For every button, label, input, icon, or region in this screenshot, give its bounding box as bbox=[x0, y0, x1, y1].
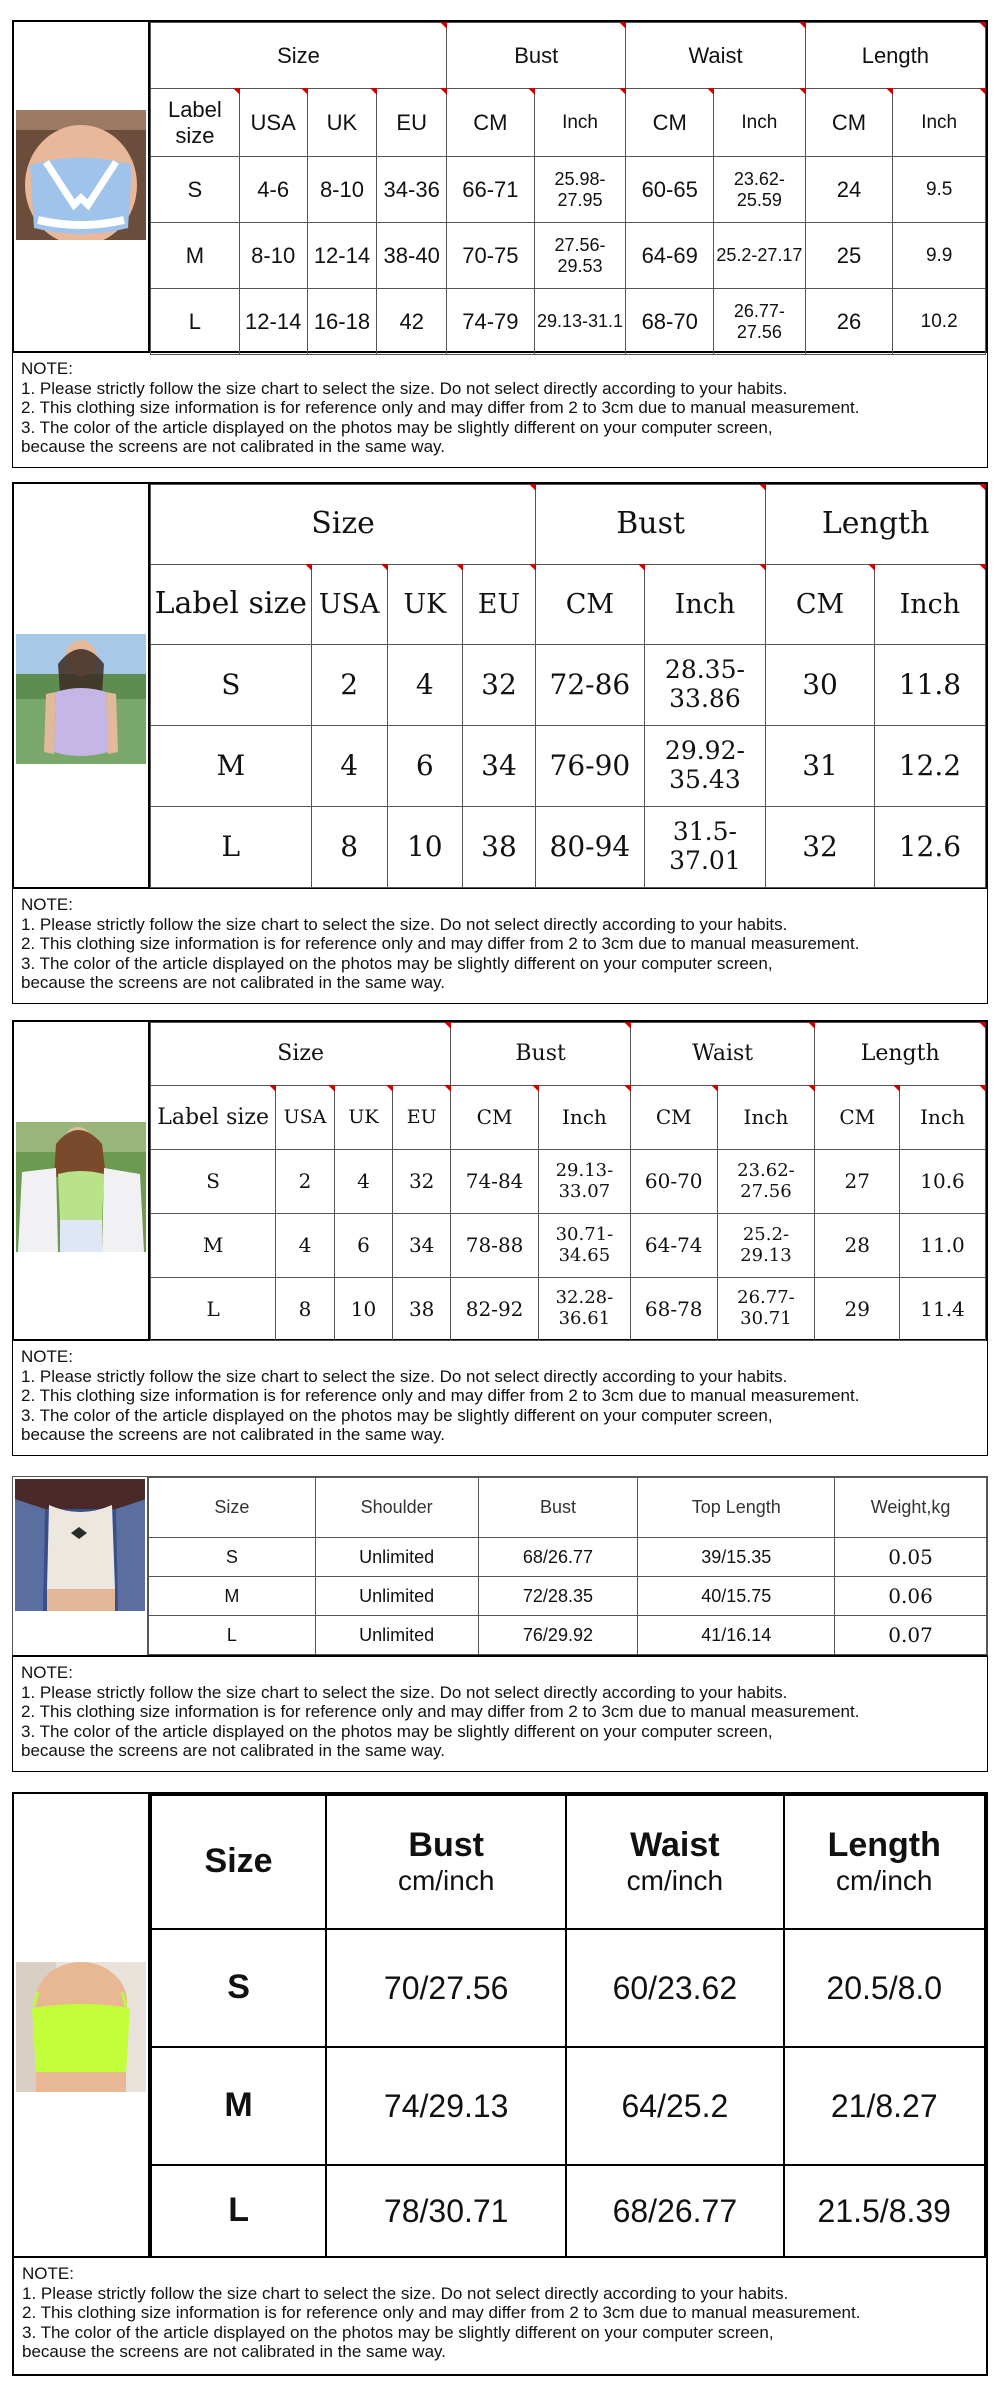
note-title: NOTE: bbox=[21, 895, 73, 914]
table-cell: 6 bbox=[387, 726, 462, 807]
note-line: 1. Please strictly follow the size chart to select the size. Do not select directly according to your habits. bbox=[22, 2283, 789, 2303]
table-row bbox=[149, 1577, 987, 1616]
note-line: 2. This clothing size information is for reference only and may differ from 2 to 3cm due to manual measurement. bbox=[21, 1702, 860, 1722]
table-cell: 10.2 bbox=[893, 289, 986, 355]
table-cell: L bbox=[151, 807, 312, 888]
table-cell: 29 bbox=[815, 1278, 900, 1341]
table-cell: 4 bbox=[276, 1214, 335, 1278]
table-cell: 0.06 bbox=[835, 1577, 987, 1616]
note-line: 3. The color of the article displayed on the photos may be slightly different on your computer screen, bbox=[21, 1405, 773, 1425]
table-cell: 26.77-27.56 bbox=[714, 289, 806, 355]
green-cami-image bbox=[16, 1122, 146, 1252]
col-header bbox=[784, 1795, 986, 1929]
col-header: CM bbox=[447, 89, 535, 157]
note-line: because the screens are not calibrated in the same way. bbox=[21, 437, 445, 457]
col-header: Inch bbox=[714, 89, 806, 157]
table-cell: S bbox=[151, 1150, 276, 1214]
table-cell: 74-79 bbox=[447, 289, 535, 355]
col-header: EU bbox=[377, 89, 447, 157]
table-row bbox=[151, 1278, 986, 1341]
group-header: Length bbox=[815, 1023, 986, 1086]
table-cell: 8 bbox=[276, 1278, 335, 1341]
table-row bbox=[151, 1929, 985, 2047]
table-cell: S bbox=[151, 1929, 326, 2047]
table-cell: 24 bbox=[805, 157, 893, 223]
table-row bbox=[151, 2047, 985, 2165]
table-cell: Unlimited bbox=[315, 1577, 478, 1616]
table-cell: S bbox=[151, 645, 312, 726]
chart-1-table bbox=[150, 22, 986, 355]
note-line: 1. Please strictly follow the size chart to select the size. Do not select directly according to your habits. bbox=[21, 1682, 788, 1702]
table-cell: 72/28.35 bbox=[478, 1577, 638, 1616]
table-cell: 60/23.62 bbox=[566, 1929, 783, 2047]
col-header-main: Size bbox=[204, 1842, 273, 1881]
col-header: Inch bbox=[538, 1086, 630, 1150]
size-chart-5 bbox=[12, 1792, 988, 2376]
size-note bbox=[12, 1340, 988, 1456]
product-photo-3 bbox=[14, 1022, 150, 1339]
col-header: CM bbox=[630, 1086, 717, 1150]
table-cell: 38 bbox=[393, 1278, 451, 1341]
table-cell: 2 bbox=[276, 1150, 335, 1214]
table-row bbox=[151, 2165, 985, 2257]
table-cell: 68-78 bbox=[630, 1278, 717, 1341]
group-header: Size bbox=[151, 1023, 451, 1086]
col-header: Inch bbox=[717, 1086, 815, 1150]
table-row bbox=[151, 1150, 986, 1214]
col-header-main: Length bbox=[827, 1826, 941, 1865]
table-cell: 0.05 bbox=[835, 1538, 987, 1577]
table-cell: 78/30.71 bbox=[326, 2165, 566, 2257]
table-cell: 27 bbox=[815, 1150, 900, 1214]
col-header: UK bbox=[334, 1086, 392, 1150]
table-cell: 10.6 bbox=[900, 1150, 986, 1214]
note-title: NOTE: bbox=[21, 1347, 73, 1366]
table-cell: 12-14 bbox=[307, 223, 377, 289]
size-chart-3 bbox=[12, 1020, 988, 1456]
col-header: Top Length bbox=[638, 1478, 835, 1538]
note-line: 2. This clothing size information is for reference only and may differ from 2 to 3cm due to manual measurement. bbox=[21, 398, 860, 418]
product-photo-4 bbox=[13, 1477, 148, 1655]
note-line: 3. The color of the article displayed on the photos may be slightly different on your computer screen, bbox=[21, 953, 773, 973]
table-cell: 4 bbox=[334, 1150, 392, 1214]
col-header: Label size bbox=[151, 565, 312, 645]
table-cell: 8-10 bbox=[239, 223, 307, 289]
table-cell: 68/26.77 bbox=[566, 2165, 783, 2257]
table-cell: 64-74 bbox=[630, 1214, 717, 1278]
note-line: 1. Please strictly follow the size chart to select the size. Do not select directly according to your habits. bbox=[21, 378, 788, 398]
table-cell: 10 bbox=[334, 1278, 392, 1341]
size-note bbox=[12, 2258, 988, 2376]
size-chart-4 bbox=[12, 1476, 988, 1772]
table-cell: 38 bbox=[462, 807, 535, 888]
col-header-unit: cm/inch bbox=[626, 1865, 724, 1897]
note-title: NOTE: bbox=[21, 1663, 73, 1682]
table-cell: 29.13-31.1 bbox=[534, 289, 626, 355]
col-header: Inch bbox=[874, 565, 985, 645]
table-cell: L bbox=[151, 289, 240, 355]
col-header: Inch bbox=[534, 89, 626, 157]
group-header: Bust bbox=[536, 485, 766, 565]
note-title: NOTE: bbox=[21, 359, 73, 378]
table-cell: 29.92-35.43 bbox=[644, 726, 766, 807]
col-header: Inch bbox=[893, 89, 986, 157]
note-line: 2. This clothing size information is for reference only and may differ from 2 to 3cm due to manual measurement. bbox=[22, 2303, 861, 2323]
group-header: Waist bbox=[630, 1023, 814, 1086]
table-cell: 32 bbox=[766, 807, 875, 888]
table-row bbox=[151, 223, 986, 289]
chart-3-table bbox=[150, 1022, 986, 1341]
table-cell: 68/26.77 bbox=[478, 1538, 638, 1577]
group-header: Size bbox=[151, 485, 536, 565]
chart-5-table bbox=[150, 1794, 986, 2258]
col-header: Size bbox=[149, 1478, 316, 1538]
table-cell: 23.62-25.59 bbox=[714, 157, 806, 223]
table-cell: 12-14 bbox=[239, 289, 307, 355]
col-header: UK bbox=[307, 89, 377, 157]
table-cell: 26 bbox=[805, 289, 893, 355]
table-row bbox=[151, 289, 986, 355]
table-cell: 60-70 bbox=[630, 1150, 717, 1214]
size-note bbox=[12, 352, 988, 468]
note-title: NOTE: bbox=[22, 2264, 74, 2283]
table-cell: 25.2-29.13 bbox=[717, 1214, 815, 1278]
table-cell: M bbox=[151, 2047, 326, 2165]
note-line: 1. Please strictly follow the size chart to select the size. Do not select directly according to your habits. bbox=[21, 1366, 788, 1386]
col-header: CM bbox=[815, 1086, 900, 1150]
group-header: Length bbox=[805, 23, 985, 89]
col-header: USA bbox=[276, 1086, 335, 1150]
table-cell: 28.35-33.86 bbox=[644, 645, 766, 726]
col-header: CM bbox=[451, 1086, 539, 1150]
col-header: EU bbox=[462, 565, 535, 645]
table-cell: 32 bbox=[393, 1150, 451, 1214]
col-header: USA bbox=[311, 565, 387, 645]
table-cell: 60-65 bbox=[626, 157, 714, 223]
group-header: Bust bbox=[451, 1023, 631, 1086]
table-cell: 12.2 bbox=[874, 726, 985, 807]
col-header: Shoulder bbox=[315, 1478, 478, 1538]
table-cell: L bbox=[151, 2165, 326, 2257]
table-cell: 64-69 bbox=[626, 223, 714, 289]
table-row bbox=[149, 1616, 987, 1655]
table-cell: 80-94 bbox=[536, 807, 645, 888]
col-header bbox=[151, 1795, 326, 1929]
note-line: because the screens are not calibrated in the same way. bbox=[21, 973, 445, 993]
table-cell: 40/15.75 bbox=[638, 1577, 835, 1616]
table-cell: 29.13-33.07 bbox=[538, 1150, 630, 1214]
table-cell: 76-90 bbox=[536, 726, 645, 807]
col-header: USA bbox=[239, 89, 307, 157]
table-cell: 6 bbox=[334, 1214, 392, 1278]
table-cell: 9.9 bbox=[893, 223, 986, 289]
note-line: because the screens are not calibrated in the same way. bbox=[21, 1425, 445, 1445]
group-header: Bust bbox=[447, 23, 626, 89]
product-photo-5 bbox=[14, 1794, 150, 2256]
col-header-unit: cm/inch bbox=[397, 1865, 495, 1897]
col-header: Label size bbox=[151, 1086, 276, 1150]
table-cell: 66-71 bbox=[447, 157, 535, 223]
table-row bbox=[151, 1214, 986, 1278]
table-cell: 31.5-37.01 bbox=[644, 807, 766, 888]
size-chart-2 bbox=[12, 482, 988, 1004]
table-cell: M bbox=[149, 1577, 316, 1616]
col-header: CM bbox=[766, 565, 875, 645]
table-cell: 39/15.35 bbox=[638, 1538, 835, 1577]
table-row bbox=[151, 645, 986, 726]
table-cell: 4 bbox=[311, 726, 387, 807]
col-header bbox=[326, 1795, 566, 1929]
table-cell: 31 bbox=[766, 726, 875, 807]
col-header: Inch bbox=[900, 1086, 986, 1150]
table-cell: 32 bbox=[462, 645, 535, 726]
table-cell: 64/25.2 bbox=[566, 2047, 783, 2165]
white-tank-image bbox=[15, 1479, 145, 1611]
table-cell: 0.07 bbox=[835, 1616, 987, 1655]
table-cell: 74/29.13 bbox=[326, 2047, 566, 2165]
table-cell: 38-40 bbox=[377, 223, 447, 289]
note-line: 3. The color of the article displayed on the photos may be slightly different on your computer screen, bbox=[21, 417, 773, 437]
chart-2-table bbox=[150, 484, 986, 888]
table-cell: 10 bbox=[387, 807, 462, 888]
table-cell: 72-86 bbox=[536, 645, 645, 726]
table-cell: 70-75 bbox=[447, 223, 535, 289]
table-cell: 30 bbox=[766, 645, 875, 726]
table-cell: M bbox=[151, 726, 312, 807]
col-header: Weight,kg bbox=[835, 1478, 987, 1538]
table-cell: 9.5 bbox=[893, 157, 986, 223]
table-cell: 25.98-27.95 bbox=[534, 157, 626, 223]
col-header-main: Waist bbox=[630, 1826, 720, 1865]
col-header-unit: cm/inch bbox=[836, 1865, 933, 1897]
product-photo-2 bbox=[14, 484, 150, 887]
table-cell: 82-92 bbox=[451, 1278, 539, 1341]
table-row bbox=[151, 157, 986, 223]
table-cell: 25.2-27.17 bbox=[714, 223, 806, 289]
table-cell: 8-10 bbox=[307, 157, 377, 223]
table-cell: 27.56-29.53 bbox=[534, 223, 626, 289]
table-cell: 21/8.27 bbox=[784, 2047, 986, 2165]
table-cell: 25 bbox=[805, 223, 893, 289]
note-line: because the screens are not calibrated in the same way. bbox=[22, 2342, 446, 2362]
note-line: 2. This clothing size information is for reference only and may differ from 2 to 3cm due to manual measurement. bbox=[21, 1386, 860, 1406]
table-cell: 4 bbox=[387, 645, 462, 726]
col-header: Label size bbox=[151, 89, 240, 157]
table-cell: L bbox=[151, 1278, 276, 1341]
note-line: because the screens are not calibrated in the same way. bbox=[21, 1741, 445, 1761]
table-row bbox=[151, 726, 986, 807]
table-cell: 4-6 bbox=[239, 157, 307, 223]
col-header bbox=[566, 1795, 783, 1929]
col-header: Inch bbox=[644, 565, 766, 645]
size-chart-1 bbox=[12, 20, 988, 468]
table-cell: 28 bbox=[815, 1214, 900, 1278]
col-header: EU bbox=[393, 1086, 451, 1150]
note-line: 3. The color of the article displayed on the photos may be slightly different on your computer screen, bbox=[21, 1721, 773, 1741]
table-cell: 8 bbox=[311, 807, 387, 888]
table-cell: S bbox=[149, 1538, 316, 1577]
table-cell: 68-70 bbox=[626, 289, 714, 355]
table-row bbox=[149, 1538, 987, 1577]
col-header-main: Bust bbox=[408, 1826, 484, 1865]
table-cell: 30.71-34.65 bbox=[538, 1214, 630, 1278]
table-cell: 11.0 bbox=[900, 1214, 986, 1278]
table-cell: 78-88 bbox=[451, 1214, 539, 1278]
col-header: Bust bbox=[478, 1478, 638, 1538]
size-note bbox=[12, 888, 988, 1004]
table-cell: 32.28-36.61 bbox=[538, 1278, 630, 1341]
col-header: CM bbox=[626, 89, 714, 157]
table-cell: S bbox=[151, 157, 240, 223]
table-cell: M bbox=[151, 1214, 276, 1278]
table-cell: L bbox=[149, 1616, 316, 1655]
table-cell: 74-84 bbox=[451, 1150, 539, 1214]
table-cell: 11.8 bbox=[874, 645, 985, 726]
note-line: 2. This clothing size information is for reference only and may differ from 2 to 3cm due to manual measurement. bbox=[21, 934, 860, 954]
table-cell: 21.5/8.39 bbox=[784, 2165, 986, 2257]
table-cell: 23.62-27.56 bbox=[717, 1150, 815, 1214]
group-header: Waist bbox=[626, 23, 805, 89]
col-header: CM bbox=[805, 89, 893, 157]
table-cell: 34-36 bbox=[377, 157, 447, 223]
table-row bbox=[151, 807, 986, 888]
chart-4-table bbox=[148, 1477, 987, 1658]
table-cell: 34 bbox=[462, 726, 535, 807]
note-line: 1. Please strictly follow the size chart to select the size. Do not select directly according to your habits. bbox=[21, 914, 788, 934]
table-cell: 20.5/8.0 bbox=[784, 1929, 986, 2047]
neon-green-cami-image bbox=[16, 1962, 146, 2092]
table-cell: 2 bbox=[311, 645, 387, 726]
table-cell: 42 bbox=[377, 289, 447, 355]
size-note bbox=[12, 1656, 988, 1772]
note-line: 3. The color of the article displayed on the photos may be slightly different on your computer screen, bbox=[22, 2322, 774, 2342]
col-header: CM bbox=[536, 565, 645, 645]
col-header: UK bbox=[387, 565, 462, 645]
table-cell: Unlimited bbox=[315, 1616, 478, 1655]
table-cell: 11.4 bbox=[900, 1278, 986, 1341]
table-cell: M bbox=[151, 223, 240, 289]
table-cell: 41/16.14 bbox=[638, 1616, 835, 1655]
table-cell: Unlimited bbox=[315, 1538, 478, 1577]
table-cell: 34 bbox=[393, 1214, 451, 1278]
table-cell: 70/27.56 bbox=[326, 1929, 566, 2047]
table-cell: 16-18 bbox=[307, 289, 377, 355]
table-cell: 26.77-30.71 bbox=[717, 1278, 815, 1341]
product-photo-1 bbox=[14, 22, 150, 351]
blue-lace-top-image bbox=[16, 110, 146, 240]
table-cell: 12.6 bbox=[874, 807, 985, 888]
group-header: Size bbox=[151, 23, 447, 89]
table-cell: 76/29.92 bbox=[478, 1616, 638, 1655]
lavender-cami-image bbox=[16, 634, 146, 764]
group-header: Length bbox=[766, 485, 986, 565]
